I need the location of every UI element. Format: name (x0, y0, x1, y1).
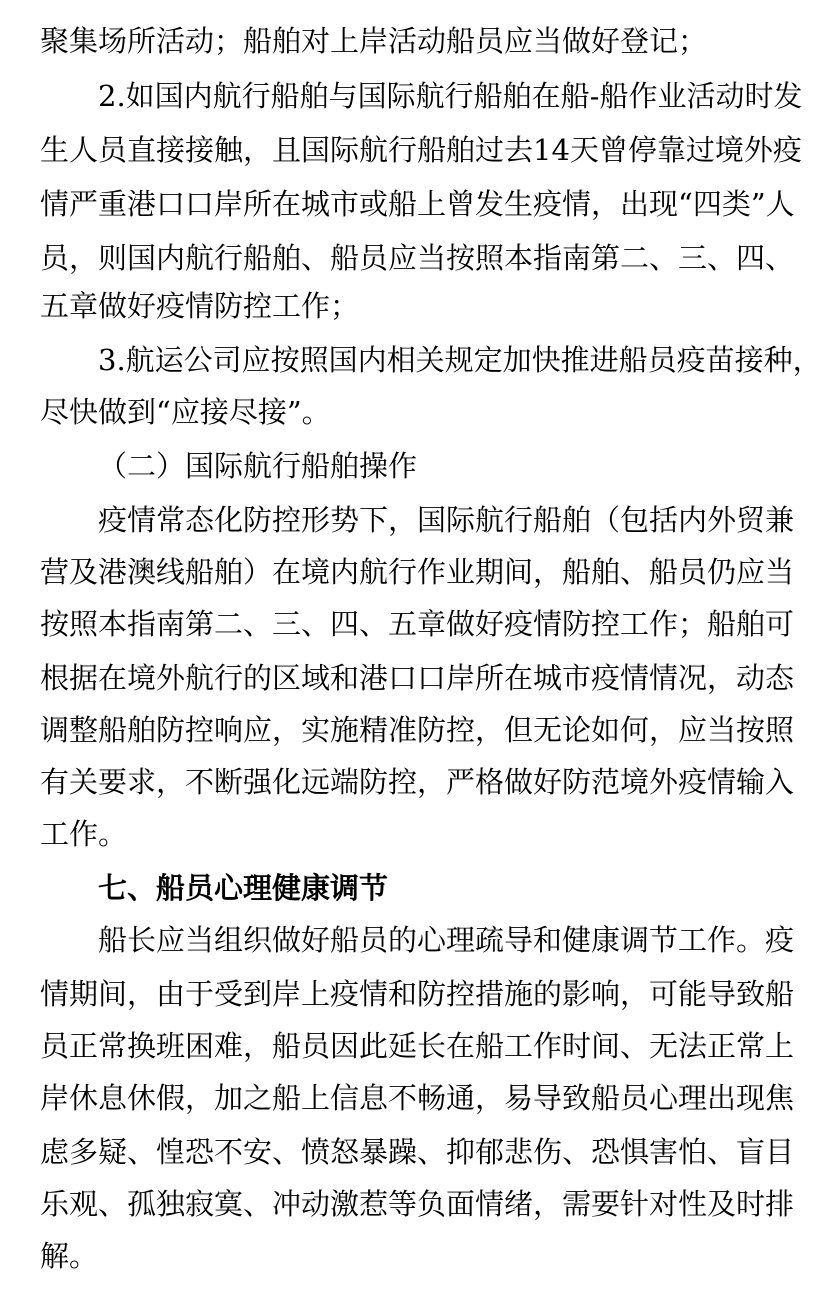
text-line: 解。 (40, 1239, 99, 1273)
text-line: 疫情常态化防控形势下，国际航行船舶（包括内外贸兼 (98, 503, 795, 537)
text-line: 岸休息休假，加之船上信息不畅通，易导致船员心理出现焦 (40, 1081, 795, 1115)
text-line: 生人员直接接触，且国际航行船舶过去14天曾停靠过境外疫 (40, 133, 802, 167)
section-subheading: （二）国际航行船舶操作 (98, 449, 418, 483)
text-line: 有关要求，不断强化远端防控，严格做好防范境外疫情输入 (40, 765, 795, 799)
text-line: 情严重港口口岸所在城市或船上曾发生疫情，出现“四类”人 (40, 187, 795, 221)
text-line: 五章做好疫情防控工作； (40, 289, 360, 323)
section-heading: 七、船员心理健康调节 (98, 871, 389, 905)
text-line: 调整船舶防控响应，实施精准防控，但无论如何，应当按照 (40, 713, 795, 747)
text-line: 根据在境外航行的区域和港口口岸所在城市疫情情况，动态 (40, 661, 795, 695)
text-line: 按照本指南第二、三、四、五章做好疫情防控工作；船舶可 (40, 607, 795, 641)
text-line: 3.航运公司应按照国内相关规定加快推进船员疫苗接种， (98, 343, 822, 377)
text-line: 员，则国内航行船舶、船员应当按照本指南第二、三、四、 (40, 241, 795, 275)
text-line: 情期间，由于受到岸上疫情和防控措施的影响，可能导致船 (40, 977, 795, 1011)
text-line: 乐观、孤独寂寞、冲动激惹等负面情绪，需要针对性及时排 (40, 1187, 795, 1221)
text-line: 2.如国内航行船舶与国际航行船舶在船-船作业活动时发 (98, 79, 803, 113)
text-line: 虑多疑、惶恐不安、愤怒暴躁、抑郁悲伤、恐惧害怕、盲目 (40, 1135, 795, 1169)
text-line: 聚集场所活动；船舶对上岸活动船员应当做好登记； (40, 24, 708, 58)
text-line: 船长应当组织做好船员的心理疏导和健康调节工作。疫 (98, 923, 795, 957)
text-line: 员正常换班困难，船员因此延长在船工作时间、无法正常上 (40, 1029, 795, 1063)
text-line: 工作。 (40, 817, 128, 851)
text-line: 营及港澳线船舶）在境内航行作业期间，船舶、船员仍应当 (40, 555, 795, 589)
text-line: 尽快做到“应接尽接”。 (40, 395, 331, 429)
